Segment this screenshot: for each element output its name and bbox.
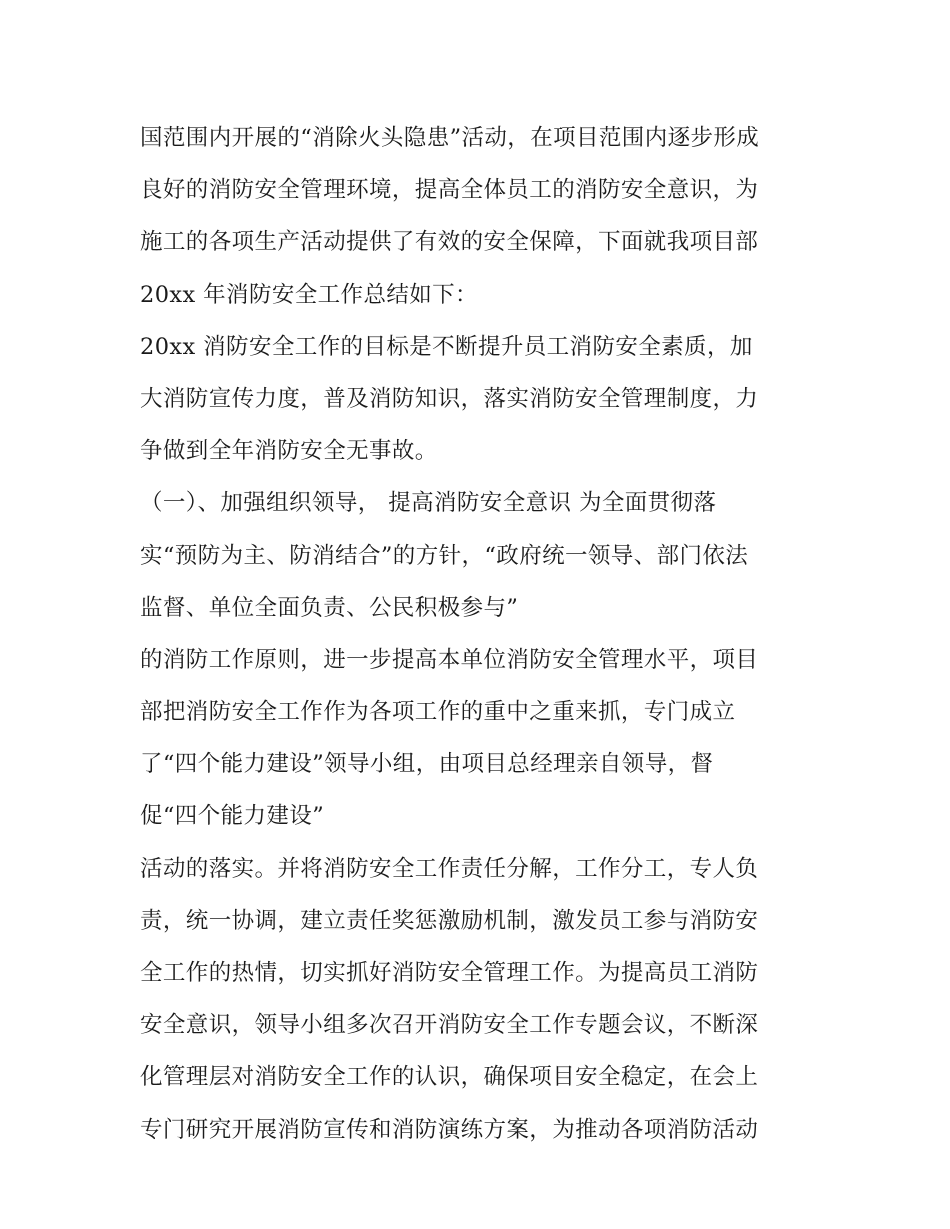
text-line: 20xx 消防安全工作的目标是不断提升员工消防安全素质，加 xyxy=(140,333,753,360)
text-line: 的消防工作原则，进一步提高本单位消防安全管理水平，项目 xyxy=(140,646,759,673)
text-line: 安全意识，领导小组多次召开消防安全工作专题会议，不断深 xyxy=(140,1012,759,1039)
text-line: 专门研究开展消防宣传和消防演练方案，为推动各项消防活动 xyxy=(140,1116,759,1143)
text-line: 活动的落实。并将消防安全工作责任分解，工作分工，专人负 xyxy=(140,855,759,882)
text-line: 监督、单位全面负责、公民积极参与” xyxy=(140,594,519,621)
body-text xyxy=(140,112,820,1156)
text-line: 化管理层对消防安全工作的认识，确保项目安全稳定，在会上 xyxy=(140,1064,759,1091)
text-line: 部把消防安全工作作为各项工作的重中之重来抓，专门成立 xyxy=(140,699,736,726)
section-heading-line: （一）、加强组织领导， 提高消防安全意识 为全面贯彻落 xyxy=(140,490,717,517)
text-line: 国范围内开展的“消除火头隐患”活动，在项目范围内逐步形成 xyxy=(140,125,760,151)
text-line: 大消防宣传力度，普及消防知识，落实消防安全管理制度，力 xyxy=(140,385,759,412)
text-line: 责，统一协调，建立责任奖惩激励机制，激发员工参与消防安 xyxy=(140,907,759,934)
text-line: 20xx 年消防安全工作总结如下： xyxy=(140,281,478,308)
text-line: 施工的各项生产活动提供了有效的安全保障，下面就我项目部 xyxy=(140,229,759,256)
text-line: 争做到全年消防安全无事故。 xyxy=(140,438,438,465)
text-line: 良好的消防安全管理环境，提高全体员工的消防安全意识，为 xyxy=(140,177,759,204)
text-line: 促“四个能力建设” xyxy=(140,803,325,830)
text-line: 实“预防为主、防消结合”的方针，“政府统一领导、部门依法 xyxy=(140,542,749,569)
text-line: 了“四个能力建设”领导小组，由项目总经理亲自领导，督 xyxy=(140,751,714,778)
text-line: 全工作的热情，切实抓好消防安全管理工作。为提高员工消防 xyxy=(140,960,759,986)
